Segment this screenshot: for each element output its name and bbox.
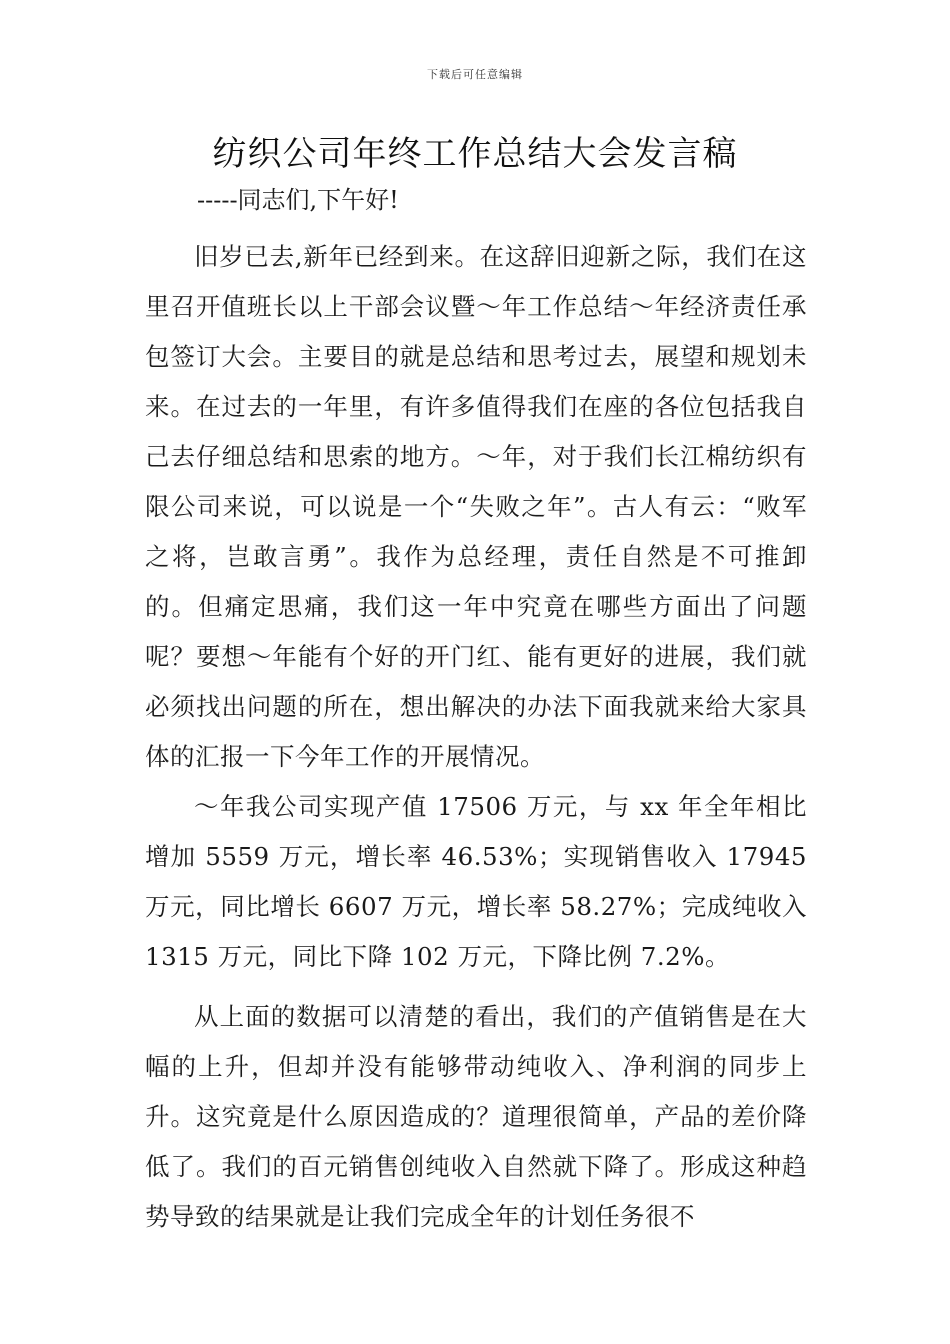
header-note: 下载后可任意编辑 bbox=[427, 68, 523, 81]
document-title: 纺织公司年终工作总结大会发言稿 bbox=[212, 134, 738, 174]
greeting-line: -----同志们,下午好! bbox=[197, 186, 399, 214]
paragraph-2: ～年我公司实现产值 17506 万元，与 xx 年全年相比增加 5559 万元，增长率 46.53%；实现销售收入 17945 万元，同比增长 6607 万元，增长率 58.27%；完成纯收入 1315 万元，同比下降 102 万元，下降比例 7.2%。 bbox=[145, 792, 807, 971]
document-body bbox=[145, 180, 807, 1242]
paragraph-3: 从上面的数据可以清楚的看出，我们的产值销售是在大幅的上升，但却并没有能够带动纯收入、净利润的同步上升。这究竟是什么原因造成的？道理很简单，产品的差价降低了。我们的百元销售创纯收入自然就下降了。形成这种趋势导致的结果就是让我们完成全年的计划任务很不 bbox=[145, 1002, 807, 1231]
paragraph-1: 旧岁已去,新年已经到来。在这辞旧迎新之际，我们在这里召开值班长以上干部会议暨～年工作总结～年经济责任承包签订大会。主要目的就是总结和思考过去，展望和规划未来。在过去的一年里，有许多值得我们在座的各位包括我自己去仔细总结和思索的地方。～年，对于我们长江棉纺织有限公司来说，可以说是一个“失败之年”。古人有云：“败军之将，岂敢言勇”。我作为总经理，责任自然是不可推卸的。但痛定思痛，我们这一年中究竟在哪些方面出了问题呢？要想～年能有个好的开门红、能有更好的进展，我们就必须找出问题的所在，想出解决的办法下面我就来给大家具体的汇报一下今年工作的开展情况。 bbox=[145, 242, 807, 771]
